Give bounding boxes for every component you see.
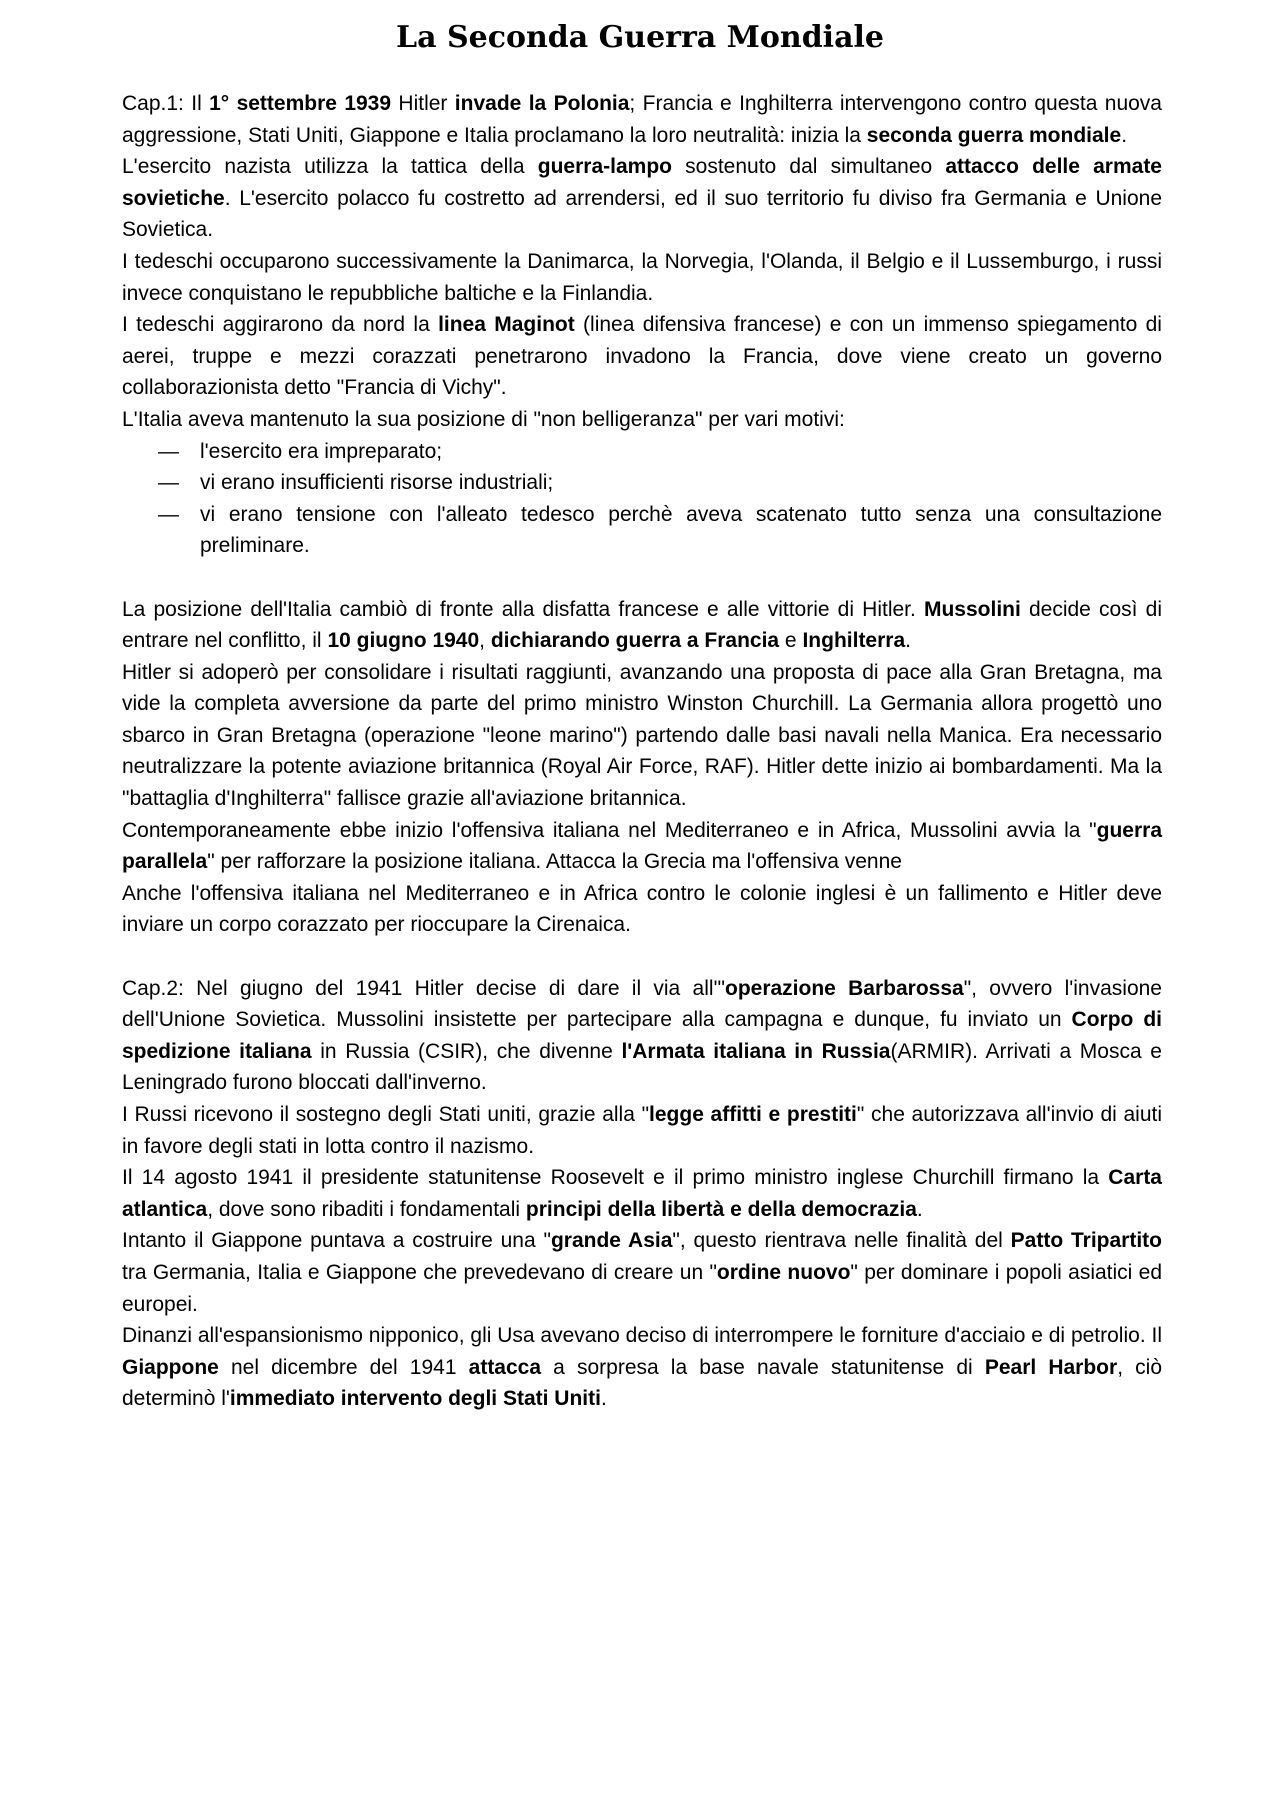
bold-text-run: 1° settembre 1939 bbox=[209, 92, 392, 115]
text-run: Contemporaneamente ebbe inizio l'offensiva italiana nel Mediterraneo e in Africa, Mussolini avvia la " bbox=[122, 818, 1097, 842]
bold-text-run: guerra parallela bbox=[122, 818, 1162, 874]
paragraph bbox=[122, 815, 1162, 878]
text-run: La posizione dell'Italia cambiò di fronte alla disfatta francese e alle vittorie di Hitler. bbox=[122, 597, 924, 621]
text-run: decide così di entrare nel conflitto, il bbox=[122, 597, 1162, 653]
bold-text-run: dichiarando guerra a Francia bbox=[490, 629, 780, 653]
paragraph bbox=[122, 594, 1162, 657]
dash-bullet: — bbox=[158, 439, 179, 463]
bold-text-run: Corpo di spedizione italiana bbox=[122, 1008, 1162, 1063]
text-run: (ARMIR). Arrivati a Mosca e Leningrado furono bloccati dall'inverno. bbox=[122, 1039, 1162, 1095]
bold-text-run: grande Asia bbox=[550, 1229, 673, 1253]
bold-text-run: operazione Barbarossa bbox=[725, 976, 964, 1000]
text-run: ; Francia e Inghilterra intervengono contro questa nuova aggressione, Stati Uniti, Giappone e Italia proclamano la loro neutralità: inizia la bbox=[122, 92, 1162, 147]
text-run: ", ovvero l'invasione dell'Unione Sovietica. Mussolini insistette per partecipare alla campagna e dunque, fu inviato un bbox=[122, 976, 1162, 1032]
text-run: Cap.1: Il bbox=[122, 92, 210, 115]
list-item bbox=[158, 499, 1162, 562]
text-run: I tedeschi occuparono successivamente la Danimarca, la Norvegia, l'Olanda, il Belgio e il Lussemburgo, i russi invece conquistano le repubbliche baltiche e la Finlandia. bbox=[122, 249, 1162, 305]
text-run: Dinanzi all'espansionismo nipponico, gli Usa avevano deciso di interrompere le forniture d'acciaio e di petrolio. Il bbox=[122, 1324, 1162, 1348]
bold-text-run: immediato intervento degli Stati Uniti bbox=[229, 1387, 601, 1411]
text-run: Anche l'offensiva italiana nel Mediterraneo e in Africa contro le colonie inglesi è un fallimento e Hitler deve inviare un corpo corazzato per rioccupare la Cirenaica. bbox=[122, 881, 1162, 937]
list-item bbox=[158, 436, 1162, 468]
text-run: , dove sono ribaditi i fondamentali bbox=[207, 1197, 526, 1221]
text-run: Hitler bbox=[391, 92, 455, 115]
text-run: L'Italia aveva mantenuto la sua posizione di "non belligeranza" per vari motivi: bbox=[122, 407, 845, 431]
list-item-text: l'esercito era impreparato; bbox=[200, 439, 443, 463]
bold-text-run: invade la Polonia bbox=[454, 92, 630, 115]
bold-text-run: attacca bbox=[468, 1355, 542, 1379]
paragraph bbox=[122, 88, 1162, 151]
text-run: . bbox=[600, 1387, 607, 1411]
dash-bullet: — bbox=[158, 502, 179, 526]
document-title: La Seconda Guerra Mondiale bbox=[395, 20, 884, 55]
blank-line bbox=[122, 562, 1162, 594]
reasons-list bbox=[122, 436, 1162, 562]
text-run: Il 14 agosto 1941 il presidente statunitense Roosevelt e il primo ministro inglese Churchill firmano la bbox=[122, 1166, 1109, 1190]
text-run: . bbox=[916, 1197, 923, 1221]
paragraph bbox=[122, 878, 1162, 941]
text-run: ", questo rientrava nelle finalità del bbox=[672, 1229, 1011, 1253]
bold-text-run: Inghilterra bbox=[802, 629, 906, 653]
list-item bbox=[158, 467, 1162, 499]
bold-text-run: 10 giugno 1940 bbox=[327, 629, 480, 653]
bold-text-run: l'Armata italiana in Russia bbox=[621, 1039, 891, 1063]
dash-bullet: — bbox=[158, 471, 179, 495]
paragraph bbox=[122, 404, 1162, 436]
text-run: Cap.2: Nel giugno del 1941 Hitler decise di dare il via all'" bbox=[122, 976, 725, 1000]
text-run: " per dominare i popoli asiatici ed europei. bbox=[122, 1260, 1163, 1316]
text-run: sostenuto dal simultaneo bbox=[671, 155, 946, 179]
bold-text-run: Mussolini bbox=[923, 597, 1021, 621]
section-cap2 bbox=[122, 973, 1162, 1415]
document-body bbox=[122, 88, 1162, 1415]
text-run: (linea difensiva francese) e con un immenso spiegamento di aerei, truppe e mezzi corazzati penetrarono invadono la Francia, dove viene creato un governo collaborazionista detto "Francia di Vichy". bbox=[122, 313, 1162, 400]
bold-text-run: attacco delle armate sovietiche bbox=[122, 155, 1162, 210]
bold-text-run: Pearl Harbor bbox=[984, 1355, 1118, 1379]
text-run: Hitler si adoperò per consolidare i risultati raggiunti, avanzando una proposta di pace alla Gran Bretagna, ma vide la completa avversione da parte del primo ministro Winston Churchill. La Germania allora progettò uno sbarco in Gran Bretagna (operazione "leone marino") partendo dalle basi navali nella Manica. Era necessario neutralizzare la potente aviazione britannica (Royal Air Force, RAF). Hitler dette inizio ai bombardamenti. Ma la "battaglia d'Inghilterra" fallisce grazie all'aviazione britannica. bbox=[122, 660, 1162, 811]
bold-text-run: Carta atlantica bbox=[122, 1166, 1162, 1221]
paragraph bbox=[122, 151, 1162, 246]
text-run: e bbox=[779, 629, 803, 653]
list-item-text: vi erano tensione con l'alleato tedesco perchè aveva scatenato tutto senza una consultazione preliminare. bbox=[200, 502, 1162, 558]
text-run: I tedeschi aggirarono da nord la bbox=[122, 313, 439, 337]
text-run: I Russi ricevono il sostegno degli Stati uniti, grazie alla " bbox=[122, 1103, 650, 1126]
text-run: " per rafforzare la posizione italiana. Attacca la Grecia ma l'offensiva venne bbox=[207, 850, 902, 874]
text-run: nel dicembre del 1941 bbox=[218, 1355, 469, 1379]
list-item-text: vi erano insufficienti risorse industriali; bbox=[200, 471, 554, 495]
text-run: a sorpresa la base navale statunitense di bbox=[541, 1355, 985, 1379]
bold-text-run: legge affitti e prestiti bbox=[649, 1103, 857, 1126]
paragraph bbox=[122, 1320, 1162, 1415]
section-cap1-intro bbox=[122, 88, 1162, 562]
paragraph bbox=[122, 246, 1162, 309]
bold-text-run: Patto Tripartito bbox=[1010, 1229, 1162, 1253]
paragraph bbox=[122, 1225, 1162, 1320]
text-run: in Russia (CSIR), che divenne bbox=[311, 1039, 622, 1063]
text-run: L'esercito nazista utilizza la tattica della bbox=[122, 155, 538, 179]
bold-text-run: principi della libertà e della democrazia bbox=[525, 1197, 917, 1221]
text-run: , bbox=[479, 629, 491, 653]
paragraph bbox=[122, 309, 1162, 404]
paragraph bbox=[122, 1162, 1162, 1225]
bold-text-run: guerra-lampo bbox=[537, 155, 672, 179]
paragraph bbox=[122, 1099, 1162, 1162]
text-run: . bbox=[905, 629, 911, 653]
text-run: tra Germania, Italia e Giappone che prevedevano di creare un " bbox=[122, 1260, 717, 1284]
section-cap1-italy bbox=[122, 594, 1162, 942]
text-run: . L'esercito polacco fu costretto ad arrendersi, ed il suo territorio fu diviso fra Germania e Unione Sovietica. bbox=[122, 186, 1162, 242]
text-run: " che autorizzava all'invio di aiuti in favore degli stati in lotta contro il nazismo. bbox=[122, 1103, 1162, 1158]
bold-text-run: linea Maginot bbox=[438, 313, 575, 337]
bold-text-run: Giappone bbox=[122, 1355, 219, 1379]
text-run: . bbox=[1121, 123, 1128, 147]
blank-line bbox=[122, 941, 1162, 973]
paragraph bbox=[122, 657, 1162, 815]
bold-text-run: ordine nuovo bbox=[716, 1260, 851, 1284]
bold-text-run: seconda guerra mondiale bbox=[866, 123, 1122, 147]
paragraph bbox=[122, 973, 1162, 1099]
text-run: Intanto il Giappone puntava a costruire una " bbox=[122, 1229, 551, 1253]
text-run: , ciò determinò l' bbox=[122, 1355, 1162, 1411]
